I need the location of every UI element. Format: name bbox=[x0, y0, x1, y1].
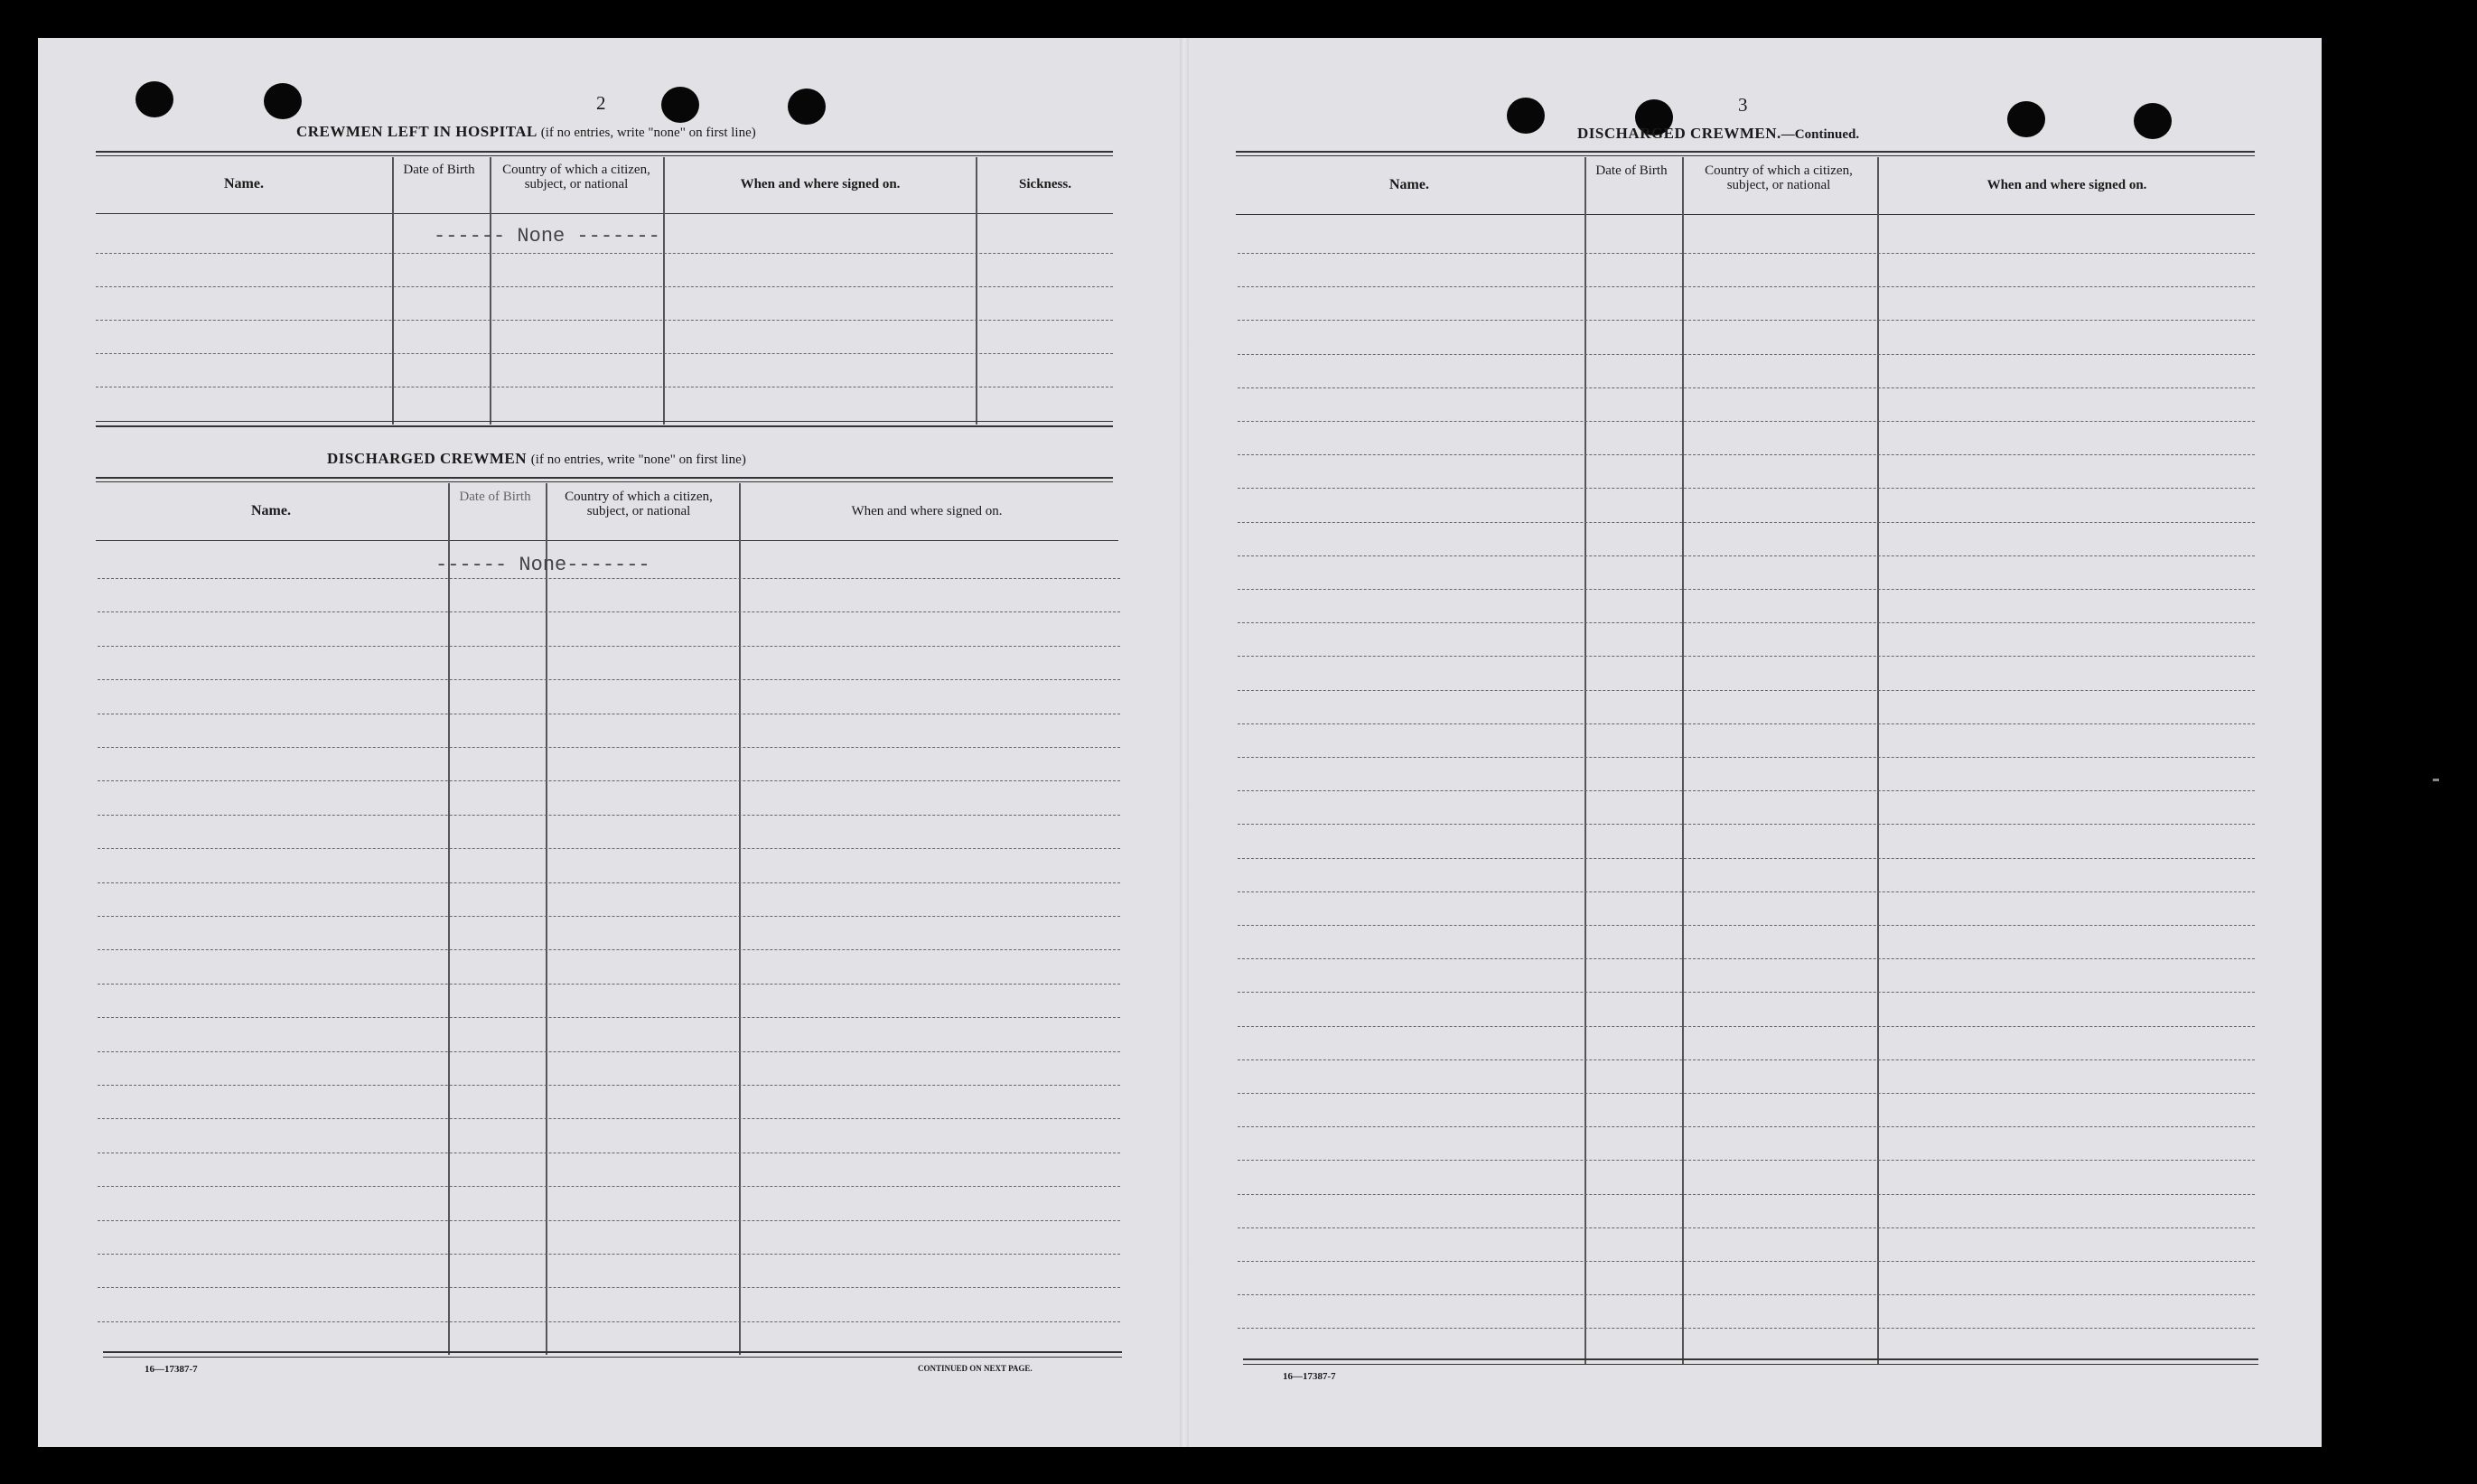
discharged-col-divider bbox=[739, 483, 741, 1355]
right-row-line bbox=[1238, 522, 2255, 523]
continued-note: CONTINUED ON NEXT PAGE. bbox=[918, 1364, 1033, 1373]
continued-title-text: DISCHARGED CREWMEN. bbox=[1577, 125, 1781, 142]
discharged-continued-title bbox=[1577, 125, 1859, 143]
right-rule-bottom bbox=[1243, 1364, 2258, 1365]
punch-hole bbox=[661, 87, 699, 123]
discharged-section-title bbox=[327, 450, 746, 468]
form-number: 16—17387-7 bbox=[145, 1364, 198, 1375]
right-row-line bbox=[1238, 790, 2255, 791]
hospital-rule-bottom bbox=[96, 421, 1113, 422]
discharged-col-divider bbox=[448, 483, 450, 1355]
right-col-divider bbox=[1682, 157, 1684, 1364]
discharged-col-divider bbox=[546, 483, 547, 1355]
punch-hole bbox=[2007, 101, 2045, 137]
hospital-col-divider bbox=[663, 157, 665, 425]
hospital-col-divider bbox=[392, 157, 394, 425]
hospital-section-title bbox=[296, 123, 756, 141]
discharged-row-line bbox=[98, 1254, 1120, 1255]
discharged-none-entry: ------ None------- bbox=[435, 554, 650, 576]
right-row-line bbox=[1238, 1194, 2255, 1195]
right-row-line bbox=[1238, 1294, 2255, 1295]
hospital-col-name: Name. bbox=[224, 176, 264, 191]
right-row-line bbox=[1238, 824, 2255, 825]
right-col-signed-on: When and where signed on. bbox=[1986, 178, 2147, 192]
page-number: 2 bbox=[596, 92, 606, 114]
discharged-row-line bbox=[98, 1321, 1120, 1322]
right-row-line bbox=[1238, 858, 2255, 859]
hospital-col-country: Country of which a citizen, subject, or national bbox=[502, 163, 650, 191]
right-rule-top bbox=[1236, 155, 2255, 156]
discharged-row-line bbox=[98, 1017, 1120, 1018]
discharged-row-line bbox=[98, 1220, 1120, 1221]
edge-mark bbox=[2433, 779, 2439, 781]
right-row-line bbox=[1238, 723, 2255, 724]
right-row-line bbox=[1238, 454, 2255, 455]
right-row-line bbox=[1238, 891, 2255, 892]
hospital-col-sickness: Sickness. bbox=[1019, 177, 1071, 191]
discharged-row-line bbox=[98, 984, 1120, 985]
punch-hole bbox=[1507, 98, 1545, 134]
discharged-row-line bbox=[98, 1051, 1120, 1052]
hospital-col-divider bbox=[976, 157, 977, 425]
right-row-line bbox=[1238, 1126, 2255, 1127]
right-row-line bbox=[1238, 925, 2255, 926]
right-col-divider bbox=[1584, 157, 1586, 1364]
discharged-row-line bbox=[98, 1085, 1120, 1086]
discharged-col-name: Name. bbox=[251, 503, 291, 518]
right-row-line bbox=[1238, 320, 2255, 321]
right-row-line bbox=[1238, 622, 2255, 623]
right-row-line bbox=[1238, 488, 2255, 489]
right-row-line bbox=[1238, 1059, 2255, 1060]
right-row-line bbox=[1238, 1093, 2255, 1094]
right-row-line bbox=[1238, 555, 2255, 556]
discharged-col-country: Country of which a citizen, subject, or national bbox=[565, 490, 713, 518]
discharged-row-line bbox=[98, 882, 1120, 883]
right-rule-top bbox=[1236, 151, 2255, 153]
page-number: 3 bbox=[1738, 94, 1748, 116]
right-row-line bbox=[1238, 992, 2255, 993]
discharged-rule-top bbox=[96, 477, 1113, 479]
discharged-row-line bbox=[98, 815, 1120, 816]
right-col-divider bbox=[1877, 157, 1879, 1364]
discharged-row-line bbox=[98, 679, 1120, 680]
right-row-line bbox=[1238, 1328, 2255, 1329]
right-row-line bbox=[1238, 1227, 2255, 1228]
hospital-col-signed-on: When and where signed on. bbox=[740, 177, 901, 191]
discharged-col-dob: Date of Birth bbox=[459, 490, 531, 504]
discharged-row-line bbox=[98, 949, 1120, 950]
discharged-row-line bbox=[98, 1186, 1120, 1187]
right-header-rule bbox=[1236, 214, 2255, 215]
hospital-row-line bbox=[96, 253, 1113, 254]
discharged-row-line bbox=[98, 646, 1120, 647]
hospital-row-line bbox=[96, 320, 1113, 321]
right-row-line bbox=[1238, 1026, 2255, 1027]
punch-hole bbox=[2134, 103, 2172, 139]
discharged-col-signed-on: When and where signed on. bbox=[851, 504, 1003, 518]
discharged-title-note: (if no entries, write "none" on first line) bbox=[530, 453, 746, 467]
hospital-col-divider bbox=[490, 157, 491, 425]
hospital-title-text: CREWMEN LEFT IN HOSPITAL bbox=[296, 123, 537, 140]
discharged-header-rule bbox=[96, 540, 1118, 541]
hospital-title-note: (if no entries, write "none" on first line) bbox=[540, 126, 756, 140]
discharged-row-line bbox=[98, 916, 1120, 917]
discharged-row-line bbox=[98, 848, 1120, 849]
hospital-row-line bbox=[96, 353, 1113, 354]
right-row-line bbox=[1238, 958, 2255, 959]
page-fold bbox=[1180, 38, 1189, 1447]
punch-hole bbox=[788, 89, 826, 125]
discharged-row-line bbox=[98, 1287, 1120, 1288]
discharged-rule-top bbox=[96, 481, 1113, 482]
discharged-row-line bbox=[98, 611, 1120, 612]
discharged-rule-bottom bbox=[103, 1357, 1122, 1358]
punch-hole bbox=[264, 83, 302, 119]
right-col-country: Country of which a citizen, subject, or national bbox=[1705, 163, 1853, 192]
discharged-rule-bottom bbox=[103, 1351, 1122, 1353]
right-row-line bbox=[1238, 253, 2255, 254]
hospital-rule-top bbox=[96, 151, 1113, 153]
continued-title-suffix: —Continued. bbox=[1781, 127, 1860, 142]
right-row-line bbox=[1238, 421, 2255, 422]
right-col-name: Name. bbox=[1389, 177, 1429, 192]
right-row-line bbox=[1238, 690, 2255, 691]
discharged-row-line bbox=[98, 780, 1120, 781]
right-row-line bbox=[1238, 286, 2255, 287]
hospital-row-line bbox=[96, 286, 1113, 287]
discharged-title-text: DISCHARGED CREWMEN bbox=[327, 450, 528, 467]
right-row-line bbox=[1238, 354, 2255, 355]
form-number: 16—17387-7 bbox=[1283, 1371, 1336, 1382]
right-rule-bottom bbox=[1243, 1358, 2258, 1360]
right-row-line bbox=[1238, 656, 2255, 657]
right-row-line bbox=[1238, 1160, 2255, 1161]
discharged-row-line bbox=[98, 747, 1120, 748]
right-row-line bbox=[1238, 757, 2255, 758]
discharged-row-line bbox=[98, 578, 1120, 579]
right-row-line bbox=[1238, 387, 2255, 388]
hospital-col-dob: Date of Birth bbox=[403, 163, 475, 177]
hospital-none-entry: ------ None ------- bbox=[434, 225, 660, 247]
punch-hole bbox=[136, 81, 173, 117]
discharged-row-line bbox=[98, 1118, 1120, 1119]
right-row-line bbox=[1238, 589, 2255, 590]
right-row-line bbox=[1238, 1261, 2255, 1262]
hospital-header-rule bbox=[96, 213, 1113, 214]
hospital-rule-top bbox=[96, 155, 1113, 156]
right-col-dob: Date of Birth bbox=[1595, 163, 1668, 178]
hospital-rule-bottom bbox=[96, 425, 1113, 427]
